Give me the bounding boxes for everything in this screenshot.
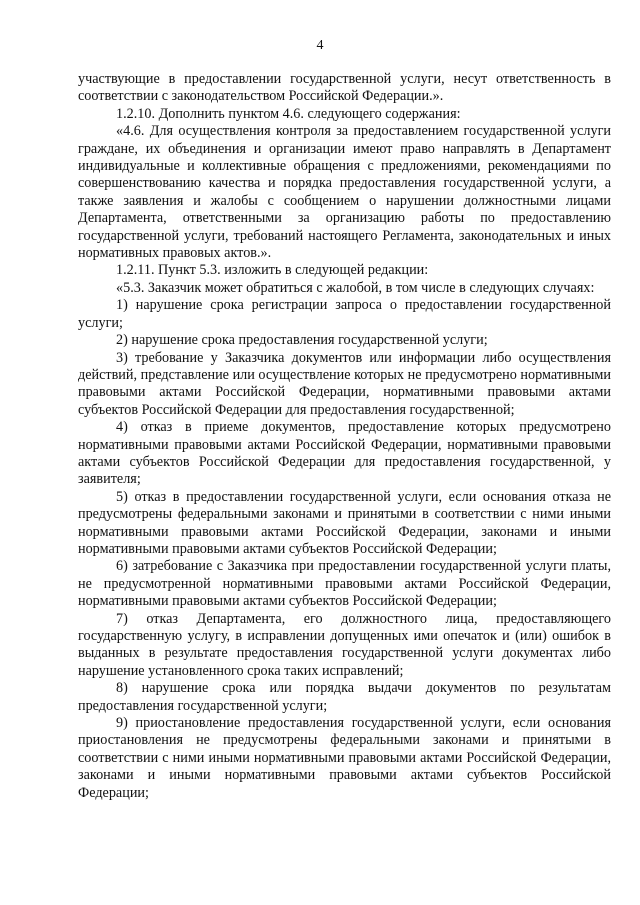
- list-item-4: 4) отказ в приеме документов, предоставление которых предусмотрено нормативными правовыми актами Российской Федерации, нормативными правовыми актами субъектов Российской Федерации для предоставления государственной, у заявителя;: [78, 419, 611, 488]
- list-item-6: 6) затребование с Заказчика при предоставлении государственной услуги платы, не предусмотренной нормативными правовыми актами Российской Федерации, нормативными правовыми актами субъектов Российской Федерации;: [78, 558, 611, 610]
- list-item-3: 3) требование у Заказчика документов или информации либо осуществления действий, представление или осуществление которых не предусмотрено нормативными правовыми актами Российской Федерации, нормативными правовыми актами субъектов Российской Федерации для предоставления государственной;: [78, 349, 611, 418]
- list-item-1: 1) нарушение срока регистрации запроса о предоставлении государственной услуги;: [78, 297, 611, 331]
- paragraph-1-2-11: 1.2.11. Пункт 5.3. изложить в следующей редакции:: [116, 262, 429, 279]
- list-item-9: 9) приостановление предоставления государственной услуги, если основания приостановления не предусмотрены федеральными законами и принятыми в соответствии с ними иными нормативными правовыми актами Российской Федерации, законами и иными нормативными правовыми актами субъектов Российской Федерации;: [78, 715, 611, 801]
- list-item-5: 5) отказ в предоставлении государственной услуги, если основания отказа не предусмотрены федеральными законами и принятыми в соответствии с ними иными нормативными правовыми актами Российской Федерации, законами и иными нормативными правовыми актами субъектов Российской Федерации;: [78, 488, 611, 557]
- paragraph-continuation: участвующие в предоставлении государственной услуги, несут ответственность в соответствии с законодательством Российской Федерации.».: [78, 71, 611, 105]
- paragraph-4-6: «4.6. Для осуществления контроля за предоставлением государственной услуги граждане, их объединения и организации имеют право направлять в Департамент индивидуальные и коллективные обращения с предложениями, рекомендациями по совершенствованию качества и порядка предоставления государственной услуги, а также заявления и жалобы с сообщением о нарушении должностными лицами Департамента, ответственными за организацию работы по предоставлению государственной услуги, требований настоящего Регламента, законодательных и иных нормативных правовых актов.».: [78, 123, 611, 262]
- list-item-7: 7) отказ Департамента, его должностного лица, предоставляющего государственную услугу, в исправлении допущенных ими опечаток и (или) ошибок в выданных в результате предоставления государственной услуги документах либо нарушение установленного срока таких исправлений;: [78, 610, 611, 679]
- list-item-8: 8) нарушение срока или порядка выдачи документов по результатам предоставления государственной услуги;: [78, 680, 611, 714]
- list-item-2: 2) нарушение срока предоставления государственной услуги;: [116, 332, 488, 349]
- paragraph-5-3: «5.3. Заказчик может обратиться с жалобой, в том числе в следующих случаях:: [116, 279, 595, 296]
- page-number: 4: [316, 38, 324, 53]
- document-body: [78, 71, 611, 802]
- paragraph-1-2-10: 1.2.10. Дополнить пунктом 4.6. следующего содержания:: [116, 105, 461, 122]
